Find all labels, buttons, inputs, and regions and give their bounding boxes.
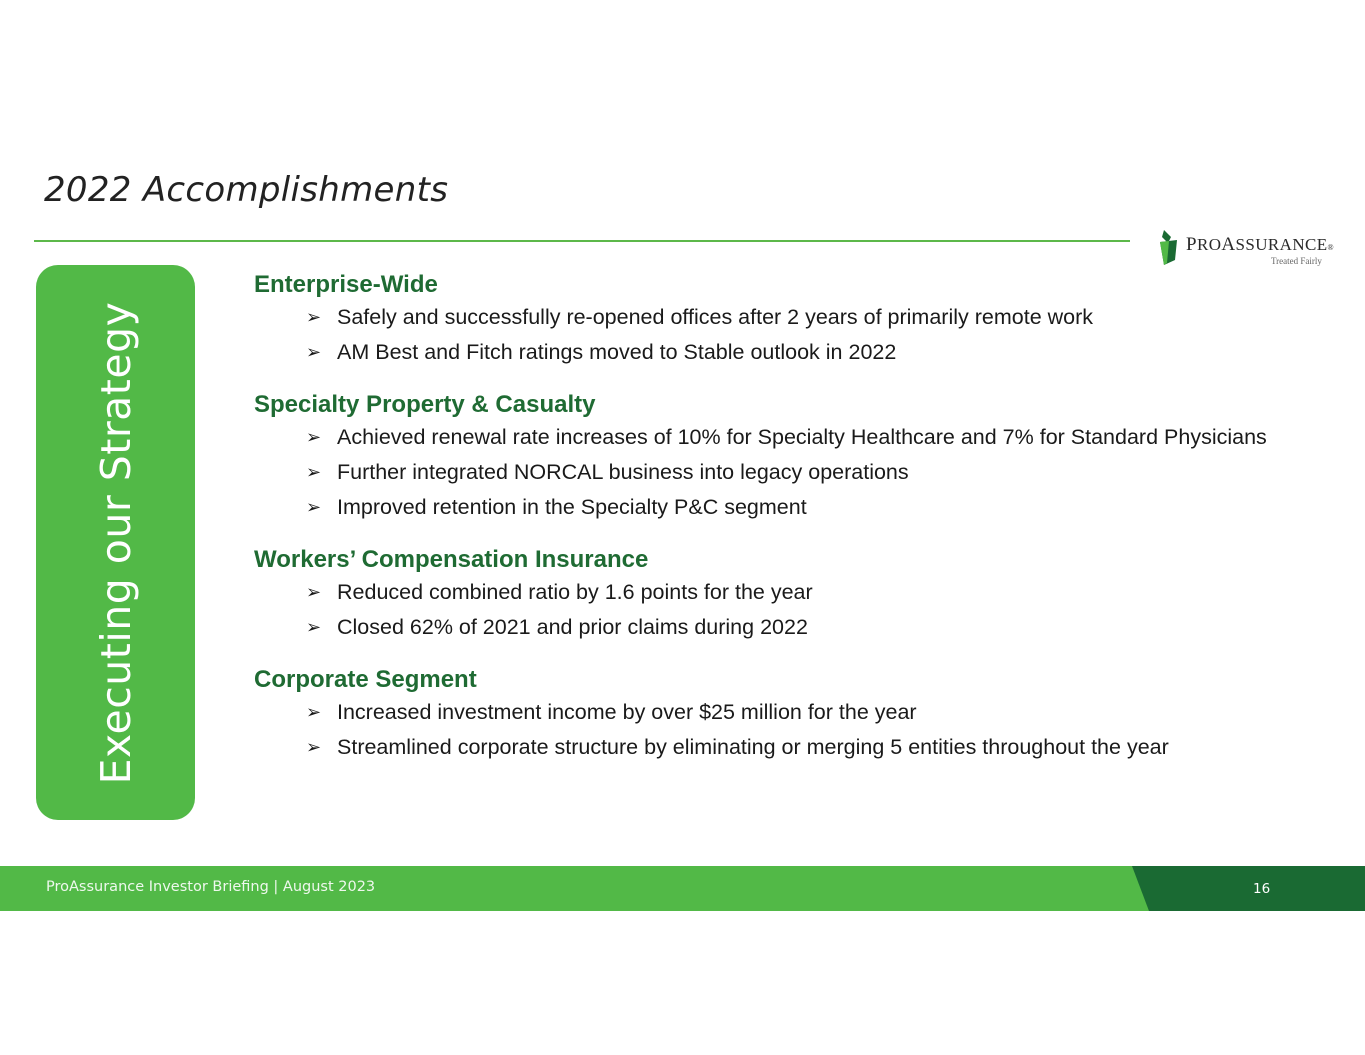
section-heading: Corporate Segment — [254, 666, 477, 693]
accomplishments-list — [254, 268, 1324, 783]
arrowhead-bullet-icon: ➢ — [306, 427, 322, 448]
section-specialty-pc — [254, 388, 1324, 523]
arrowhead-bullet-icon: ➢ — [306, 462, 322, 483]
bullet-text: Reduced combined ratio by 1.6 points for the year — [337, 580, 813, 604]
list-item — [306, 422, 1324, 453]
bullet-text: Improved retention in the Specialty P&C segment — [337, 495, 807, 519]
proassurance-leaf-icon — [1156, 228, 1182, 266]
footer-label: ProAssurance Investor Briefing | August 2023 — [46, 879, 376, 895]
slide-title: 2022 Accomplishments — [44, 170, 449, 210]
list-item — [306, 302, 1324, 333]
list-item — [306, 492, 1324, 523]
side-panel — [36, 265, 195, 820]
logo-brand-text: PROASSURANCE® — [1186, 234, 1335, 255]
bullet-text: AM Best and Fitch ratings moved to Stable outlook in 2022 — [337, 340, 897, 364]
footer-page-tab — [1132, 866, 1365, 911]
arrowhead-bullet-icon: ➢ — [306, 497, 322, 518]
footer-bar — [0, 866, 1365, 911]
arrowhead-bullet-icon: ➢ — [306, 737, 322, 758]
arrowhead-bullet-icon: ➢ — [306, 307, 322, 328]
list-item — [306, 732, 1324, 763]
arrowhead-bullet-icon: ➢ — [306, 617, 322, 638]
title-divider — [34, 240, 1130, 242]
list-item — [306, 457, 1324, 488]
list-item — [306, 577, 1324, 608]
list-item — [306, 612, 1324, 643]
bullet-text: Streamlined corporate structure by eliminating or merging 5 entities throughout the year — [337, 735, 1169, 759]
section-heading: Enterprise-Wide — [254, 271, 438, 298]
bullet-text: Achieved renewal rate increases of 10% for Specialty Healthcare and 7% for Standard Physicians — [337, 425, 1267, 449]
section-heading: Workers’ Compensation Insurance — [254, 546, 649, 573]
list-item — [306, 337, 1324, 368]
bullet-text: Further integrated NORCAL business into legacy operations — [337, 460, 909, 484]
list-item — [306, 697, 1324, 728]
section-heading: Specialty Property & Casualty — [254, 391, 596, 418]
section-corporate — [254, 663, 1324, 763]
company-logo — [1156, 228, 1336, 270]
section-workers-comp — [254, 543, 1324, 643]
logo-tagline: Treated Fairly — [1271, 256, 1322, 266]
side-label: Executing our Strategy — [91, 301, 140, 784]
section-enterprise-wide — [254, 268, 1324, 368]
arrowhead-bullet-icon: ➢ — [306, 582, 322, 603]
arrowhead-bullet-icon: ➢ — [306, 702, 322, 723]
bullet-text: Increased investment income by over $25 million for the year — [337, 700, 917, 724]
bullet-text: Safely and successfully re-opened offices after 2 years of primarily remote work — [337, 305, 1094, 329]
arrowhead-bullet-icon: ➢ — [306, 342, 322, 363]
page-number: 16 — [1253, 881, 1271, 897]
bullet-text: Closed 62% of 2021 and prior claims during 2022 — [337, 615, 808, 639]
